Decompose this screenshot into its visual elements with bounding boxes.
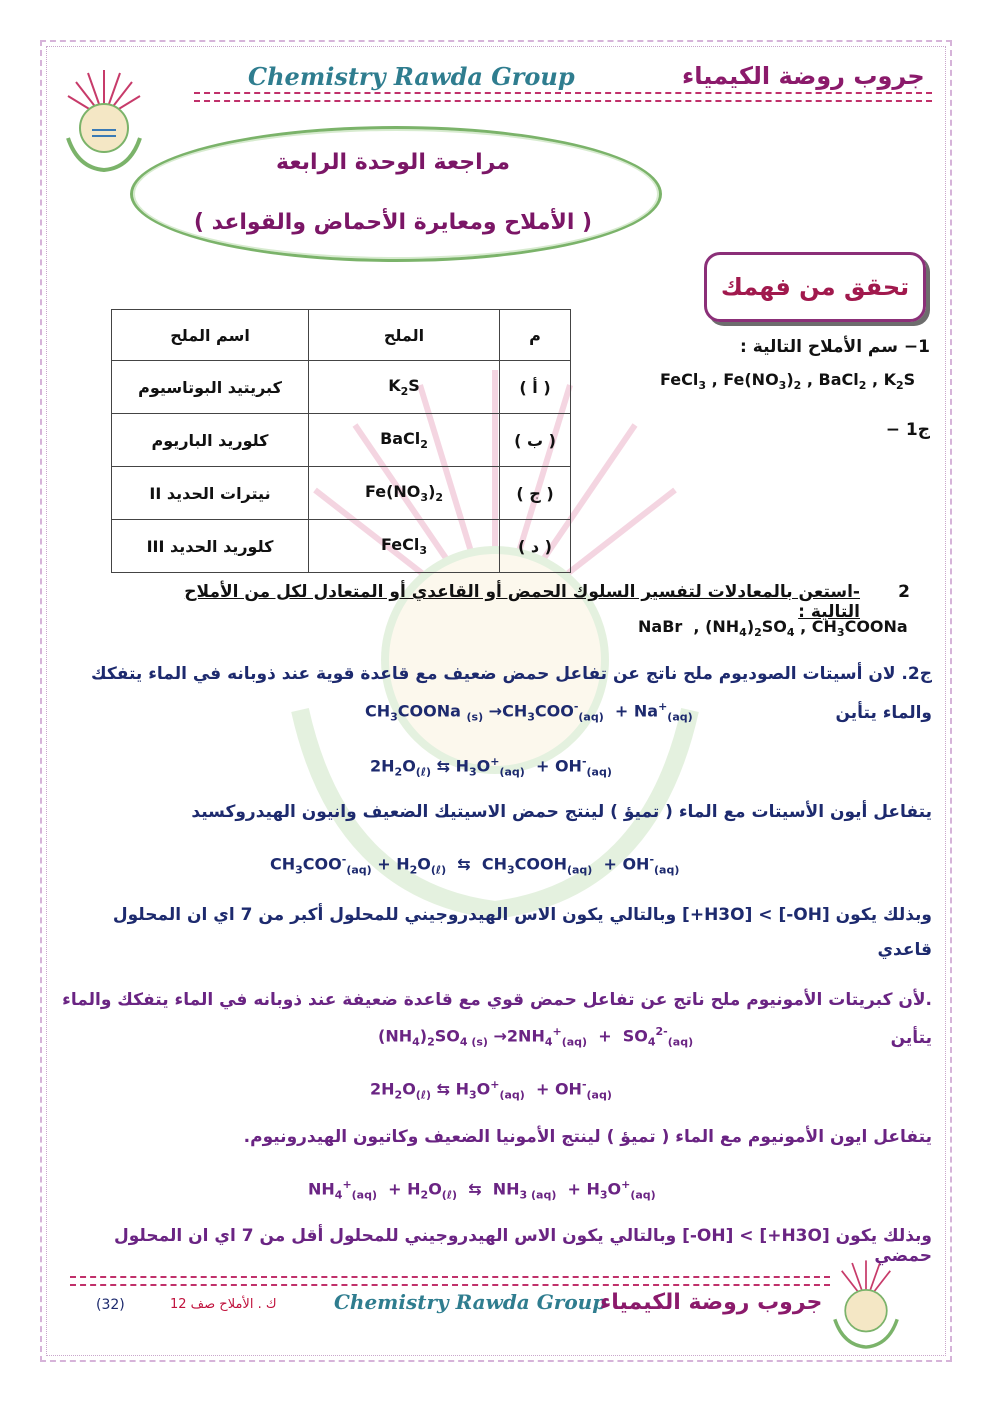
table-row — [112, 467, 571, 520]
question-2-number: 2 — [898, 582, 910, 602]
question-1: 1− سم الأملاح التالية : — [740, 337, 930, 357]
check-understanding-box — [704, 252, 926, 322]
footer-divider — [70, 1276, 830, 1286]
question-2-salts: NaBr , $(NH_4)_2SO_4$ , $CH_3COONa$ — [638, 617, 908, 640]
equation-water-ionization-2: $2H_2O_{(\ell)}$ ⇆ $H_3O^+_{(aq)} + OH^-_{(aq)}$ — [370, 1078, 612, 1102]
equation-acetate-dissociation: $CH_3COONa$ $_{(s)} \to CH_3COO^-_{(aq)} + Na^+_{(aq)}$ — [365, 700, 693, 724]
table-header-row — [112, 310, 571, 361]
unit-subtitle: ( الأملاح ومعايرة الأحماض والقواعد ) — [193, 210, 593, 235]
salts-table — [111, 309, 571, 573]
equation-acetate-hydrolysis: $CH_3COO^-_{(aq)} + H_2O_{(\ell)}$ ⇆ $CH_3COOH_{(aq)} + OH^-_{(aq)}$ — [270, 853, 680, 877]
table-row — [112, 414, 571, 467]
col-header-m: م — [500, 310, 571, 361]
salt-name: كلوريد الحديد III — [112, 520, 309, 573]
salt-name: نيترات الحديد II — [112, 467, 309, 520]
title-oval — [130, 126, 662, 262]
answer-1-label: ج1 − — [885, 420, 930, 440]
salt-formula: $Fe(NO_3)_2$ — [309, 467, 500, 520]
table-row — [112, 361, 571, 414]
answer-2-para-6: وبذلك يكون [H3O+] > [OH-] وبالتالي يكون الاس الهيدروجيني للمحلول أقل من 7 اي ان المحلول حمضي — [114, 1226, 932, 1266]
answer-2-para-3b: قاعدي — [877, 940, 932, 960]
footer-brand-ar: جروب روضة الكيمياء — [600, 1290, 823, 1315]
question-1-salts: FeCl$_3$ , $Fe(NO_3)_2$ , BaCl$_2$ , $K_2S$ — [660, 370, 916, 393]
row-index: ( د ) — [500, 520, 571, 573]
footer-brand-en: Chemistry Rawda Group — [334, 1290, 607, 1314]
equation-ammonium-sulfate-dissociation: $(NH_4)_2SO_{4 (s)} \to 2NH_4^+_{(aq)} + SO_4^{2-}_{(aq)}$ — [378, 1025, 694, 1049]
header-divider — [194, 92, 932, 102]
row-index: ( ج ) — [500, 467, 571, 520]
header-brand-en: Chemistry Rawda Group — [248, 62, 575, 91]
row-index: ( ب ) — [500, 414, 571, 467]
col-header-name: اسم الملح — [112, 310, 309, 361]
footer-caption: ك . الأملاح صف 12 — [170, 1297, 277, 1312]
unit-title: مراجعة الوحدة الرابعة — [276, 150, 510, 175]
table-row — [112, 520, 571, 573]
equation-ammonium-hydrolysis: $NH_4^+_{(aq)} + H_2O_{(\ell)}$ ⇆ $NH_{3 (aq)} + H_3O^+_{(aq)}$ — [308, 1178, 656, 1202]
equation-water-ionization-1: $2H_2O_{(\ell)}$ ⇆ $H_3O^+_{(aq)} + OH^-_{(aq)}$ — [370, 755, 612, 779]
answer-2-para-4: .لأن كبريتات الأمونيوم ملح ناتج عن تفاعل حمض قوي مع قاعدة ضعيفة عند ذوبانه في الماء يتفكك والماء — [62, 990, 932, 1010]
question-2: -استعن بالمعادلات لتفسير السلوك الحمض أو القاعدي أو المتعادل لكل من الأملاح التالية : — [184, 582, 860, 622]
answer-2-para-3: وبذلك يكون [OH-] > [H3O+] وبالتالي يكون الاس الهيدروجيني للمحلول أكبر من 7 اي ان المحلول — [112, 905, 932, 925]
row-index: ( أ ) — [500, 361, 571, 414]
answer-2-para-2: يتفاعل أيون الأسيتات مع الماء ( تميؤ ) لينتج حمض الاسيتيك الضعيف وانيون الهيدروكسيد — [191, 802, 932, 822]
salt-formula: BaCl$_2$ — [309, 414, 500, 467]
col-header-salt: الملح — [309, 310, 500, 361]
salt-name: كبريتيد البوتاسيوم — [112, 361, 309, 414]
answer-2-para-1: ج2. لان أسيتات الصوديوم ملح ناتج عن تفاعل حمض ضعيف مع قاعدة قوية عند ذوبانه في الماء يتفكك — [91, 664, 932, 684]
check-label: تحقق من فهمك — [720, 273, 910, 301]
salt-formula: FeCl$_3$ — [309, 520, 500, 573]
header-brand-ar: جروب روضة الكيمياء — [682, 62, 925, 90]
answer-2-para-1b: والماء يتأين — [835, 703, 932, 723]
answer-2-para-4b: يتأين — [890, 1028, 932, 1048]
page-number: (32) — [96, 1297, 125, 1313]
answer-2-para-5: يتفاعل ايون الأمونيوم مع الماء ( تميؤ ) لينتج الأمونيا الضعيف وكاتيون الهيدرونيوم. — [243, 1127, 932, 1147]
salt-name: كلوريد الباريوم — [112, 414, 309, 467]
salt-formula: $K_2S$ — [309, 361, 500, 414]
